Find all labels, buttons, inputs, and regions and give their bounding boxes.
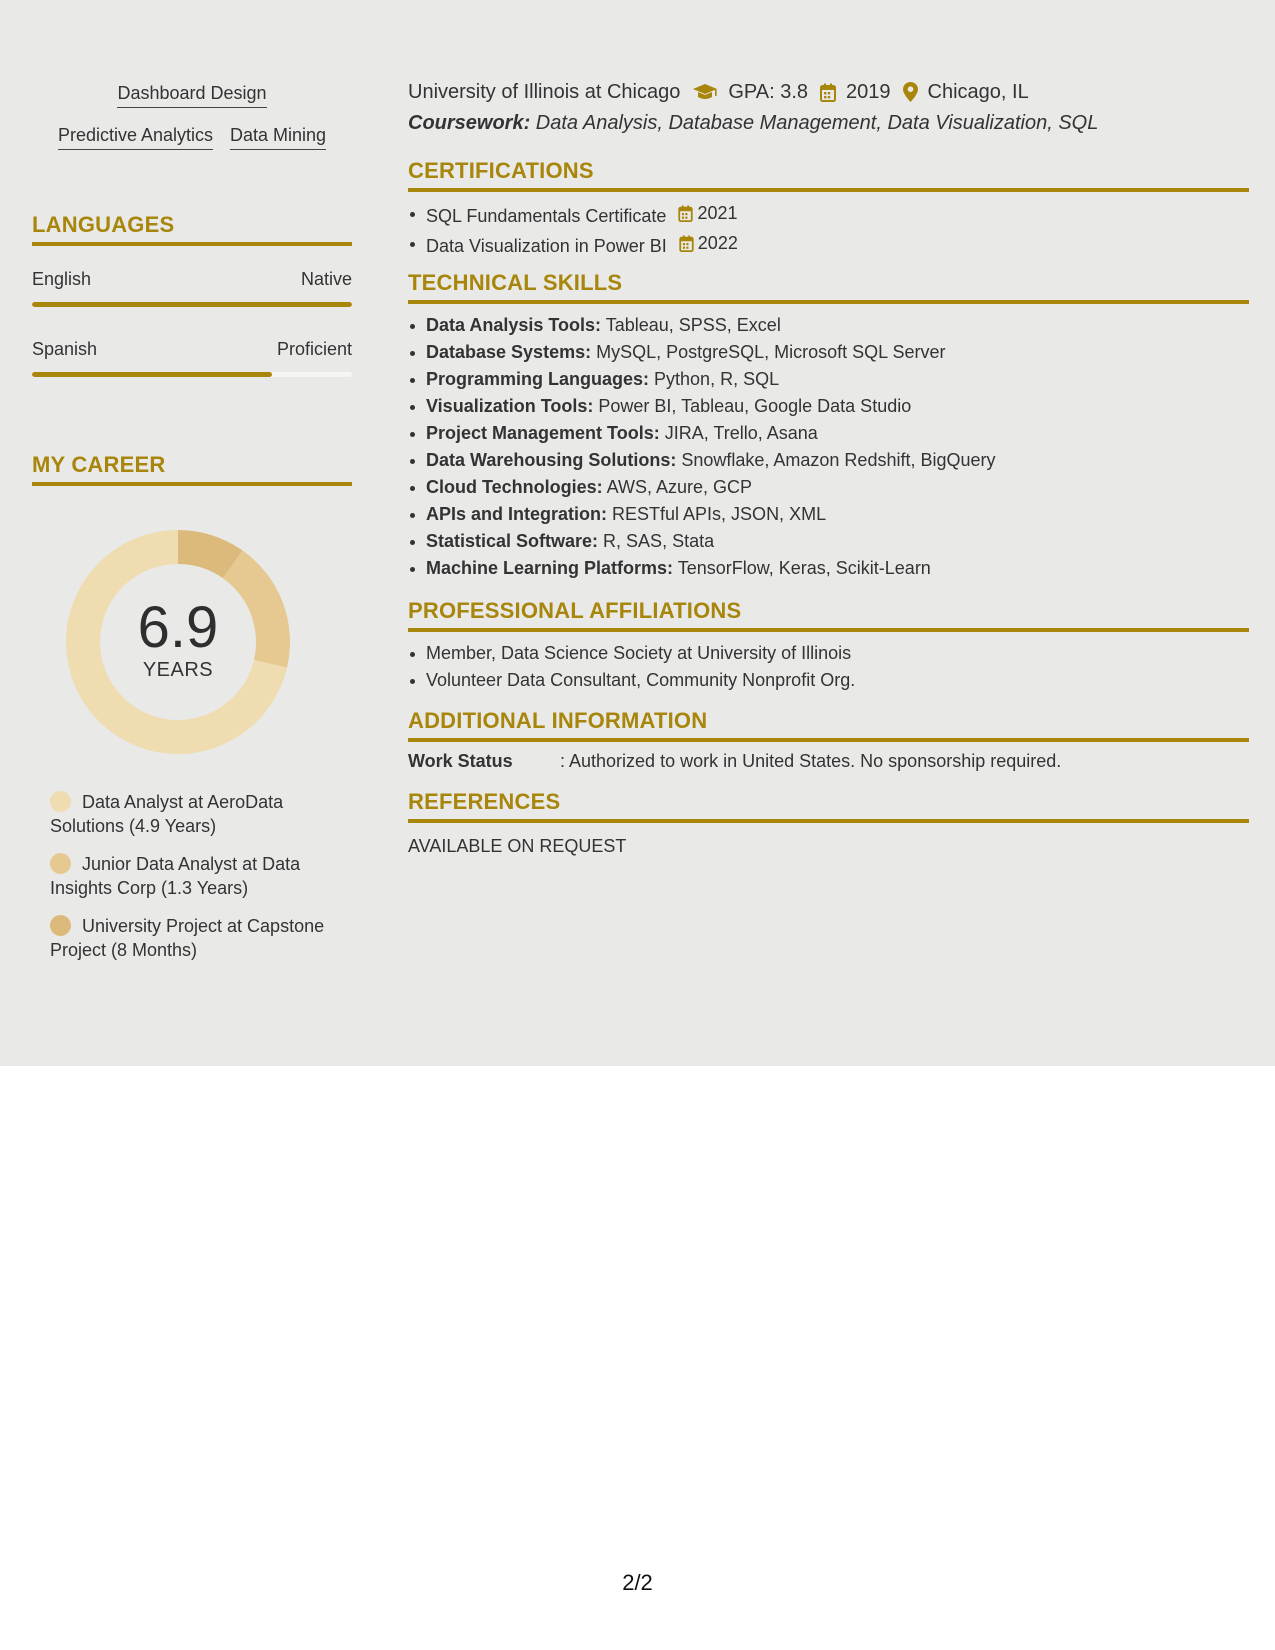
skill-category: Programming Languages: — [426, 369, 650, 389]
list-item — [408, 474, 1249, 501]
career-unit: YEARS — [142, 659, 214, 681]
skill-category: Visualization Tools: — [426, 396, 594, 416]
location-pin-icon — [903, 82, 918, 102]
graduation-year: 2019 — [846, 81, 891, 103]
skill-values: AWS, Azure, GCP — [602, 477, 753, 497]
additional-info-section — [408, 708, 1249, 772]
skill-values: TensorFlow, Keras, Scikit-Learn — [673, 558, 931, 578]
skill-category: Machine Learning Platforms: — [426, 558, 674, 578]
legend-item: Junior Data Analyst at Data Insights Corp (1.3 Years) — [50, 854, 301, 898]
skill-values: JIRA, Trello, Asana — [659, 423, 818, 443]
legend-item: University Project at Capstone Project (8 Months) — [50, 916, 325, 960]
education-line — [408, 80, 1029, 104]
list-item — [408, 312, 1249, 339]
list-item — [408, 339, 1249, 366]
skill-category: Data Analysis Tools: — [426, 315, 602, 335]
list-item — [408, 528, 1249, 555]
skill-values: MySQL, PostgreSQL, Microsoft SQL Server — [591, 342, 946, 362]
page-number: 2/2 — [622, 1570, 653, 1595]
legend-item: Data Analyst at AeroData Solutions (4.9 Years) — [50, 792, 284, 836]
skill-category: Statistical Software: — [426, 531, 599, 551]
coursework: Coursework: Data Analysis, Database Management, Data Visualization, SQL — [408, 112, 1099, 134]
skill-tag: Predictive Analytics — [58, 124, 213, 150]
references-section — [408, 789, 1249, 857]
certifications-list — [408, 200, 1249, 260]
language-name: English — [32, 269, 92, 289]
affiliations-title: PROFESSIONAL AFFILIATIONS — [408, 598, 1249, 632]
skill-values: Snowflake, Amazon Redshift, BigQuery — [676, 450, 996, 470]
language-bar-fill — [32, 302, 352, 307]
languages-section — [32, 212, 352, 246]
graduation-cap-icon — [692, 83, 718, 101]
list-item: Data Visualization in Power BI 2022 — [408, 230, 1249, 260]
legend-dot — [50, 791, 71, 812]
language-bar — [32, 372, 352, 377]
list-item — [408, 447, 1249, 474]
legend-dot — [50, 853, 71, 874]
skill-category: Project Management Tools: — [426, 423, 660, 443]
calendar-icon — [678, 205, 693, 222]
skill-category: APIs and Integration: — [426, 504, 608, 524]
list-item — [408, 393, 1249, 420]
language-bar-fill — [32, 372, 272, 377]
list-item: SQL Fundamentals Certificate 2021 — [408, 200, 1249, 230]
skill-values: R, SAS, Stata — [598, 531, 715, 551]
language-level: Proficient — [276, 339, 352, 359]
career-title: MY CAREER — [32, 452, 352, 486]
certifications-title: CERTIFICATIONS — [408, 158, 1249, 192]
list-item — [408, 501, 1249, 528]
career-section — [32, 452, 352, 486]
technical-skills-section — [408, 270, 1249, 582]
school-name: University of Illinois at Chicago — [408, 81, 681, 103]
list-item — [408, 420, 1249, 447]
work-status-label: Work Status — [408, 751, 513, 771]
skill-values: Tableau, SPSS, Excel — [601, 315, 781, 335]
technical-skills-list — [408, 312, 1249, 582]
skill-tag: Data Mining — [230, 124, 326, 150]
language-item — [32, 268, 352, 307]
career-total: 6.9 — [137, 595, 219, 660]
gpa: GPA: 3.8 — [728, 81, 809, 103]
list-item: Volunteer Data Consultant, Community Nonprofit Org. — [408, 667, 1249, 694]
language-item — [32, 338, 352, 377]
language-name: Spanish — [32, 339, 98, 359]
technical-skills-title: TECHNICAL SKILLS — [408, 270, 1249, 304]
additional-info-title: ADDITIONAL INFORMATION — [408, 708, 1249, 742]
career-legend — [50, 790, 340, 976]
skill-tags — [32, 82, 352, 166]
skill-values: Python, R, SQL — [649, 369, 780, 389]
skill-category: Database Systems: — [426, 342, 592, 362]
skill-category: Cloud Technologies: — [426, 477, 603, 497]
calendar-icon — [679, 235, 694, 252]
list-item — [408, 366, 1249, 393]
list-item — [408, 555, 1249, 582]
skill-values: Power BI, Tableau, Google Data Studio — [593, 396, 912, 416]
legend-dot — [50, 915, 71, 936]
certifications-section — [408, 158, 1249, 260]
skill-category: Data Warehousing Solutions: — [426, 450, 677, 470]
language-bar — [32, 302, 352, 307]
skill-values: RESTful APIs, JSON, XML — [607, 504, 827, 524]
location: Chicago, IL — [927, 81, 1029, 103]
list-item: Member, Data Science Society at University of Illinois — [408, 640, 1249, 667]
career-donut-chart — [66, 530, 290, 754]
calendar-icon — [820, 83, 836, 102]
work-status-value: : Authorized to work in United States. No sponsorship required. — [560, 751, 1062, 771]
languages-title: LANGUAGES — [32, 212, 352, 246]
affiliations-list — [408, 640, 1249, 694]
references-text: AVAILABLE ON REQUEST — [408, 836, 627, 856]
affiliations-section — [408, 598, 1249, 694]
language-level: Native — [300, 269, 352, 289]
skill-tag: Dashboard Design — [117, 82, 266, 108]
references-title: REFERENCES — [408, 789, 1249, 823]
